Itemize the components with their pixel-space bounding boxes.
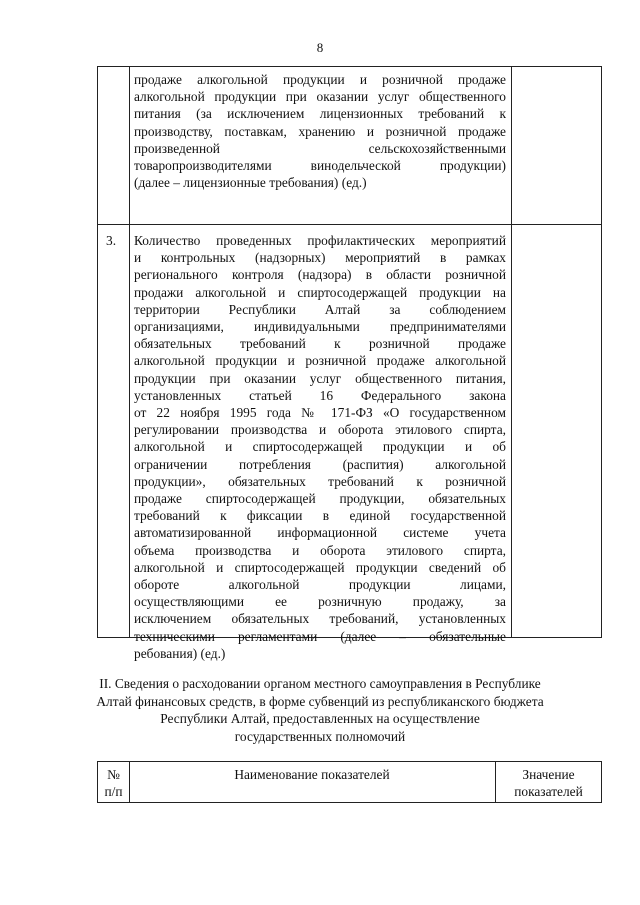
text-line: алкогольной и спиртосодержащей продукции и об [134,439,506,455]
text-line: обязательных требований к розничной продаже [134,336,506,352]
text-line: организациями, индивидуальными предпринимателями [134,319,506,335]
table-row-divider [98,224,601,225]
text-line: продукции при оказании услуг общественного питания, [134,370,506,386]
page-number: 8 [316,40,324,55]
heading-line: Республики Алтай, предоставленных на осуществление [160,711,480,726]
heading-line: II. Сведения о расходовании органом местного самоуправления в Республике [99,676,541,691]
text-line: регулировании производства и оборота этилового спирта, [134,422,506,438]
header-value-column [495,766,602,800]
text-line: произведенной сельскохозяйственными [134,140,506,156]
text-line: исключением обязательных требований, установленных [134,611,506,627]
text-line: продаже алкогольной продукции и розничной продаже [134,72,506,87]
text-line: обороте алкогольной продукции лицами, [134,577,506,593]
header-number-sign: № [107,767,120,782]
expenditure-table-header [97,761,602,803]
header-value-line1: Значение [522,767,575,782]
text-line: алкогольной и спиртосодержащей продукции сведений об [134,559,506,575]
continued-indicator-text [134,71,506,191]
text-line: производству, поставкам, хранению и розничной продаже [134,123,506,139]
text-line: продаже спиртосодержащей продукции, обязательных [134,491,506,507]
section-heading [90,675,550,745]
text-line: ребования) (ед.) [134,645,226,661]
heading-line: Алтай финансовых средств, в форме субвенций из республиканского бюджета [96,693,544,709]
text-line: территории Республики Алтай за соблюдением [134,301,506,317]
text-line: алкогольной продукции при оказании услуг общественного [134,89,506,105]
text-line: установленных статьей 16 Федерального закона [134,387,506,403]
text-line: техническими регламентами (далее – обязательные [134,628,506,644]
header-number-column [98,766,129,800]
text-line: продукции», обязательных требований к розничной [134,473,506,489]
row-number: 3. [106,233,117,248]
text-line: и контрольных (надзорных) мероприятий в рамках [134,250,506,266]
text-line: товаропроизводителями винодельческой продукции) [134,158,506,174]
text-line: осуществляющими ее розничную продажу, за [134,594,506,610]
text-line: регионального контроля (надзора) в области розничной [134,267,506,283]
row3-indicator-text [134,232,506,662]
header-number-abbrev: п/п [104,784,123,799]
text-line: питания (за исключением лицензионных требований к [134,106,506,122]
text-line: объема производства и оборота этилового спирта, [134,542,506,558]
text-line: ограничении потребления (распития) алкогольной [134,456,506,472]
header-name-column: Наименование показателей [234,767,390,782]
text-line: продажи алкогольной и спиртосодержащей продукции на [134,284,506,300]
text-line: от 22 ноября 1995 года № 171-ФЗ «О государственном [134,405,506,421]
table-column-divider [511,67,512,637]
table-column-divider [129,67,130,637]
heading-line: государственных полномочий [234,728,406,744]
text-line: Количество проведенных профилактических мероприятий [134,233,506,248]
indicators-table-continued [97,66,602,661]
text-line: (далее – лицензионные требования) (ед.) [134,175,367,191]
text-line: алкогольной продукции и розничной продаже алкогольной [134,353,506,369]
text-line: автоматизированной информационной системе учета [134,525,506,541]
header-value-line2: показателей [514,784,583,799]
text-line: требований к фиксации в единой государственной [134,508,506,524]
